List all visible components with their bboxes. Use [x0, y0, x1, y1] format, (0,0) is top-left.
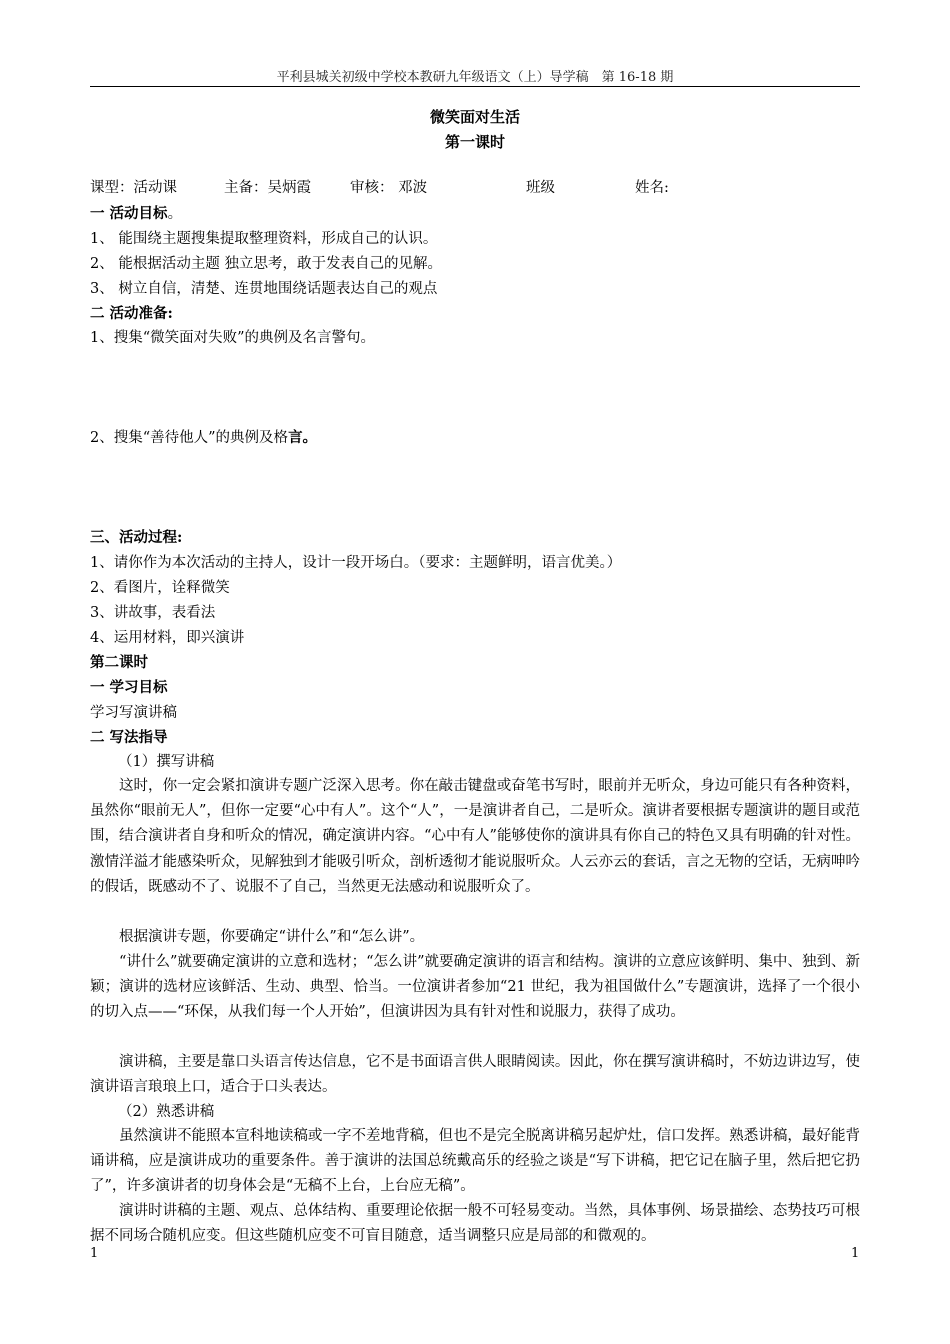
- paragraph-content-structure: “讲什么”就要确定演讲的立意和选材；“怎么讲”就要确定演讲的语言和结构。演讲的立意应该鲜明、集中、独到、新颖；演讲的选材应该鲜活、生动、典型、恰当。一位演讲者参加“21 世纪，我为祖国做什么”专题演讲，选择了一个很小的切入点——“环保，从我们每一个人开始”，但演讲因为具有针对性和说服力，获得了成功。: [90, 954, 860, 1021]
- paragraph-familiarize: 虽然演讲不能照本宣科地读稿或一字不差地背稿，但也不是完全脱离讲稿另起炉灶，信口发挥。熟悉讲稿，最好能背诵讲稿，应是演讲成功的重要条件。善于演讲的法国总统戴高乐的经验之谈是“写下讲稿，把它记在脑子里，然后把它扔了”，许多演讲者的切身体会是“无稿不上台，上台应无稿”。: [90, 1128, 860, 1195]
- document-title: 微笑面对生活: [429, 108, 520, 126]
- page-header: 平利县城关初级中学校本教研九年级语文（上）导学稿 第 16-18 期: [276, 70, 674, 85]
- section2-item-2-tail: 言。: [288, 429, 318, 446]
- section1-heading: 一 活动目标: [90, 205, 168, 222]
- lesson-one-title: 第一课时: [444, 133, 505, 151]
- paragraph-oral-language: 演讲稿，主要是靠口头语言传达信息，它不是书面语言供人眼睛阅读。因此，你在撰写演讲稿时，不妨边讲边写，使演讲语言琅琅上口，适合于口头表达。: [90, 1054, 860, 1096]
- paragraph-adaptation: 演讲时讲稿的主题、观点、总体结构、重要理论依据一般不可轻易变动。当然，具体事例、场景描绘、态势技巧可根据不同场合随机应变。但这些随机应变不可盲目随意，适当调整只应是局部的和微观的。: [90, 1203, 860, 1245]
- section1-heading-suffix: 。: [167, 206, 183, 222]
- section1-item: 1、 能围绕主题搜集提取整理资料，形成自己的认识。: [90, 231, 438, 247]
- reviewer: 审核： 邓波: [350, 180, 428, 196]
- course-type: 课型：活动课: [90, 180, 177, 196]
- paragraph-topic: 根据演讲专题，你要确定“讲什么”和“怎么讲”。: [119, 929, 425, 945]
- section3-item: 3、讲故事，表看法: [90, 605, 216, 621]
- subheading-draft: （1）撰写讲稿: [118, 754, 215, 770]
- writing-guide-heading: 二 写法指导: [90, 729, 168, 746]
- section1-item: 3、 树立自信，清楚、连贯地围绕话题表达自己的观点: [90, 281, 438, 297]
- paragraph-draft: 这时，你一定会紧扣演讲专题广泛深入思考。你在敲击键盘或奋笔书写时，眼前并无听众，身边可能只有各种资料，虽然你“眼前无人”，但你一定要“心中有人”。这个“人”，一是演讲者自己，二是听众。演讲者要根据专题演讲的题目或范围，结合演讲者自身和听众的情况，确定演讲内容。“心中有人”能够使你的演讲具有你自己的特色又具有明确的针对性。激情洋溢才能感染听众，见解独到才能吸引听众，剖析透彻才能说服听众。人云亦云的套话，言之无物的空话，无病呻吟的假话，既感动不了、说服不了自己，当然更无法感动和说服听众了。: [90, 778, 860, 895]
- section3-item: 1、请你作为本次活动的主持人，设计一段开场白。（要求：主题鲜明，语言优美。）: [90, 555, 622, 571]
- section3-item: 4、运用材料，即兴演讲: [90, 630, 245, 646]
- header-divider: [90, 86, 860, 87]
- section1-heading-row: [90, 204, 182, 224]
- preparer: 主备：吴炳霞: [224, 180, 311, 196]
- section1-item: 2、 能根据活动主题 独立思考，敢于发表自己的见解。: [90, 256, 442, 272]
- name-label: 姓名:: [635, 180, 669, 196]
- section2-heading: 二 活动准备:: [90, 305, 173, 322]
- lesson-two-heading: 第二课时: [90, 654, 148, 671]
- learning-goal-text: 学习写演讲稿: [90, 705, 177, 721]
- section2-item-1: 1、搜集“微笑面对失败”的典例及名言警句。: [90, 330, 376, 346]
- page-number-right: 1: [851, 1246, 860, 1261]
- section2-item-2-text: 2、搜集“善待他人”的典例及格: [90, 430, 289, 446]
- page-number-left: 1: [90, 1246, 99, 1261]
- subheading-familiarize: （2）熟悉讲稿: [118, 1104, 215, 1120]
- section2-item-2: [90, 428, 317, 448]
- section3-item: 2、看图片，诠释微笑: [90, 580, 230, 596]
- class-label: 班级: [526, 180, 555, 196]
- meta-row: [90, 178, 669, 198]
- learning-goal-heading: 一 学习目标: [90, 679, 168, 696]
- section3-heading: 三、活动过程:: [90, 529, 183, 546]
